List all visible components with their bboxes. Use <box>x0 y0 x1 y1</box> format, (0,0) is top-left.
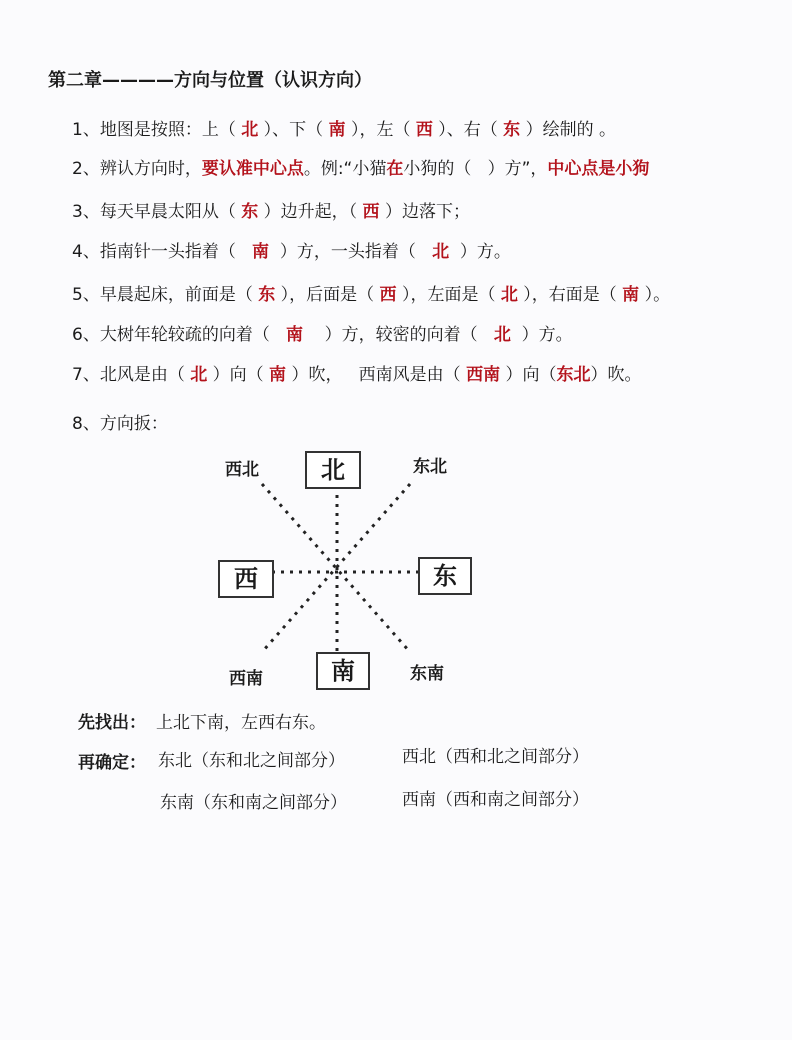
answer-text: 南 <box>328 120 346 140</box>
question-text: ）吹。 <box>590 365 642 385</box>
question-text: 指南针一头指着（ <box>99 242 253 262</box>
answer-text: 西 <box>415 120 433 140</box>
question-text: 每天早晨太阳从（ <box>99 202 242 222</box>
question-text: ）绘制的 。 <box>520 120 616 140</box>
answer-text: 北 <box>432 242 450 262</box>
question-number: 6、 <box>72 325 100 345</box>
compass-northwest: 西北 <box>225 460 259 480</box>
note-northeast: 东北（东和北之间部分） <box>158 751 345 771</box>
note-first-label: 先找出： <box>78 713 146 733</box>
question-text: ）方。 <box>449 242 511 262</box>
question-text: ）方，一头指着（ <box>269 242 433 262</box>
question-text: 。例:“小猫 <box>303 159 387 179</box>
answer-text: 北 <box>241 120 259 140</box>
answer-text: 西南 <box>466 365 501 385</box>
question-text: ）边落下； <box>379 202 470 222</box>
question-number: 7、 <box>72 365 100 385</box>
compass-southwest: 西南 <box>229 669 263 689</box>
question-text: ）吹， 西南风是由（ <box>286 365 467 385</box>
answer-text: 南 <box>269 365 287 385</box>
compass-north: 北 <box>305 451 361 489</box>
compass-northeast: 东北 <box>413 457 447 477</box>
answer-text: 中心点是小狗 <box>547 159 650 179</box>
note-first-text: 上北下南，左西右东。 <box>156 713 326 733</box>
question-text: ），左面是（ <box>396 285 501 305</box>
compass-southeast: 东南 <box>410 664 444 684</box>
question-number: 1、 <box>72 120 100 140</box>
question-number: 5、 <box>72 285 100 305</box>
question-text: ）、下（ <box>258 120 329 140</box>
note-first <box>78 708 326 733</box>
note-second-label: 再确定： <box>78 753 146 773</box>
question-text: ），后面是（ <box>275 285 380 305</box>
answer-text: 南 <box>622 285 640 305</box>
question-text: ）。 <box>639 285 671 305</box>
question-text: ）、右（ <box>432 120 504 140</box>
answer-text: 东北 <box>556 365 591 385</box>
question-text: ）边升起，（ <box>258 202 363 222</box>
answer-text: 在 <box>386 159 404 179</box>
question-text: ）向（ <box>207 365 270 385</box>
answer-text: 东 <box>241 202 259 222</box>
note-southeast: 东南（东和南之间部分） <box>160 793 347 813</box>
question-text: ）向（ <box>500 365 557 385</box>
answer-text: 南 <box>286 325 304 345</box>
question-text: 大树年轮较疏的向着（ <box>99 325 287 345</box>
question-number: 2、 <box>72 159 100 179</box>
question-text: ）方。 <box>510 325 573 345</box>
chapter-title: 第二章————方向与位置（认识方向） <box>48 70 372 91</box>
question-number: 4、 <box>72 242 100 262</box>
answer-text: 西 <box>362 202 380 222</box>
question-number: 3、 <box>72 202 100 222</box>
note-southwest: 西南（西和南之间部分） <box>402 790 589 810</box>
question-text: 辨认方向时， <box>99 159 202 179</box>
note-northwest: 西北（西和北之间部分） <box>402 747 589 767</box>
answer-text: 北 <box>500 285 518 305</box>
question-text: ），左（ <box>345 120 416 140</box>
answer-text: 西 <box>379 285 397 305</box>
question-text: 地图是按照：上（ <box>99 120 242 140</box>
answer-text: 北 <box>493 325 511 345</box>
compass-east: 东 <box>418 557 472 595</box>
question-text: 早晨起床，前面是（ <box>99 285 259 305</box>
compass-west: 西 <box>218 560 274 598</box>
question-text: ）方，较密的向着（ <box>303 325 494 345</box>
question-text: ），右面是（ <box>517 285 623 305</box>
answer-text: 北 <box>190 365 208 385</box>
question-text: 小狗的（ ）方”， <box>403 159 548 179</box>
question-text: 方向扳： <box>99 414 168 434</box>
question-text: 北风是由（ <box>99 365 191 385</box>
answer-text: 要认准中心点 <box>201 159 304 179</box>
answer-text: 东 <box>258 285 276 305</box>
answer-text: 东 <box>503 120 521 140</box>
question-number: 8、 <box>72 414 100 434</box>
compass-south: 南 <box>316 652 370 690</box>
answer-text: 南 <box>252 242 270 262</box>
